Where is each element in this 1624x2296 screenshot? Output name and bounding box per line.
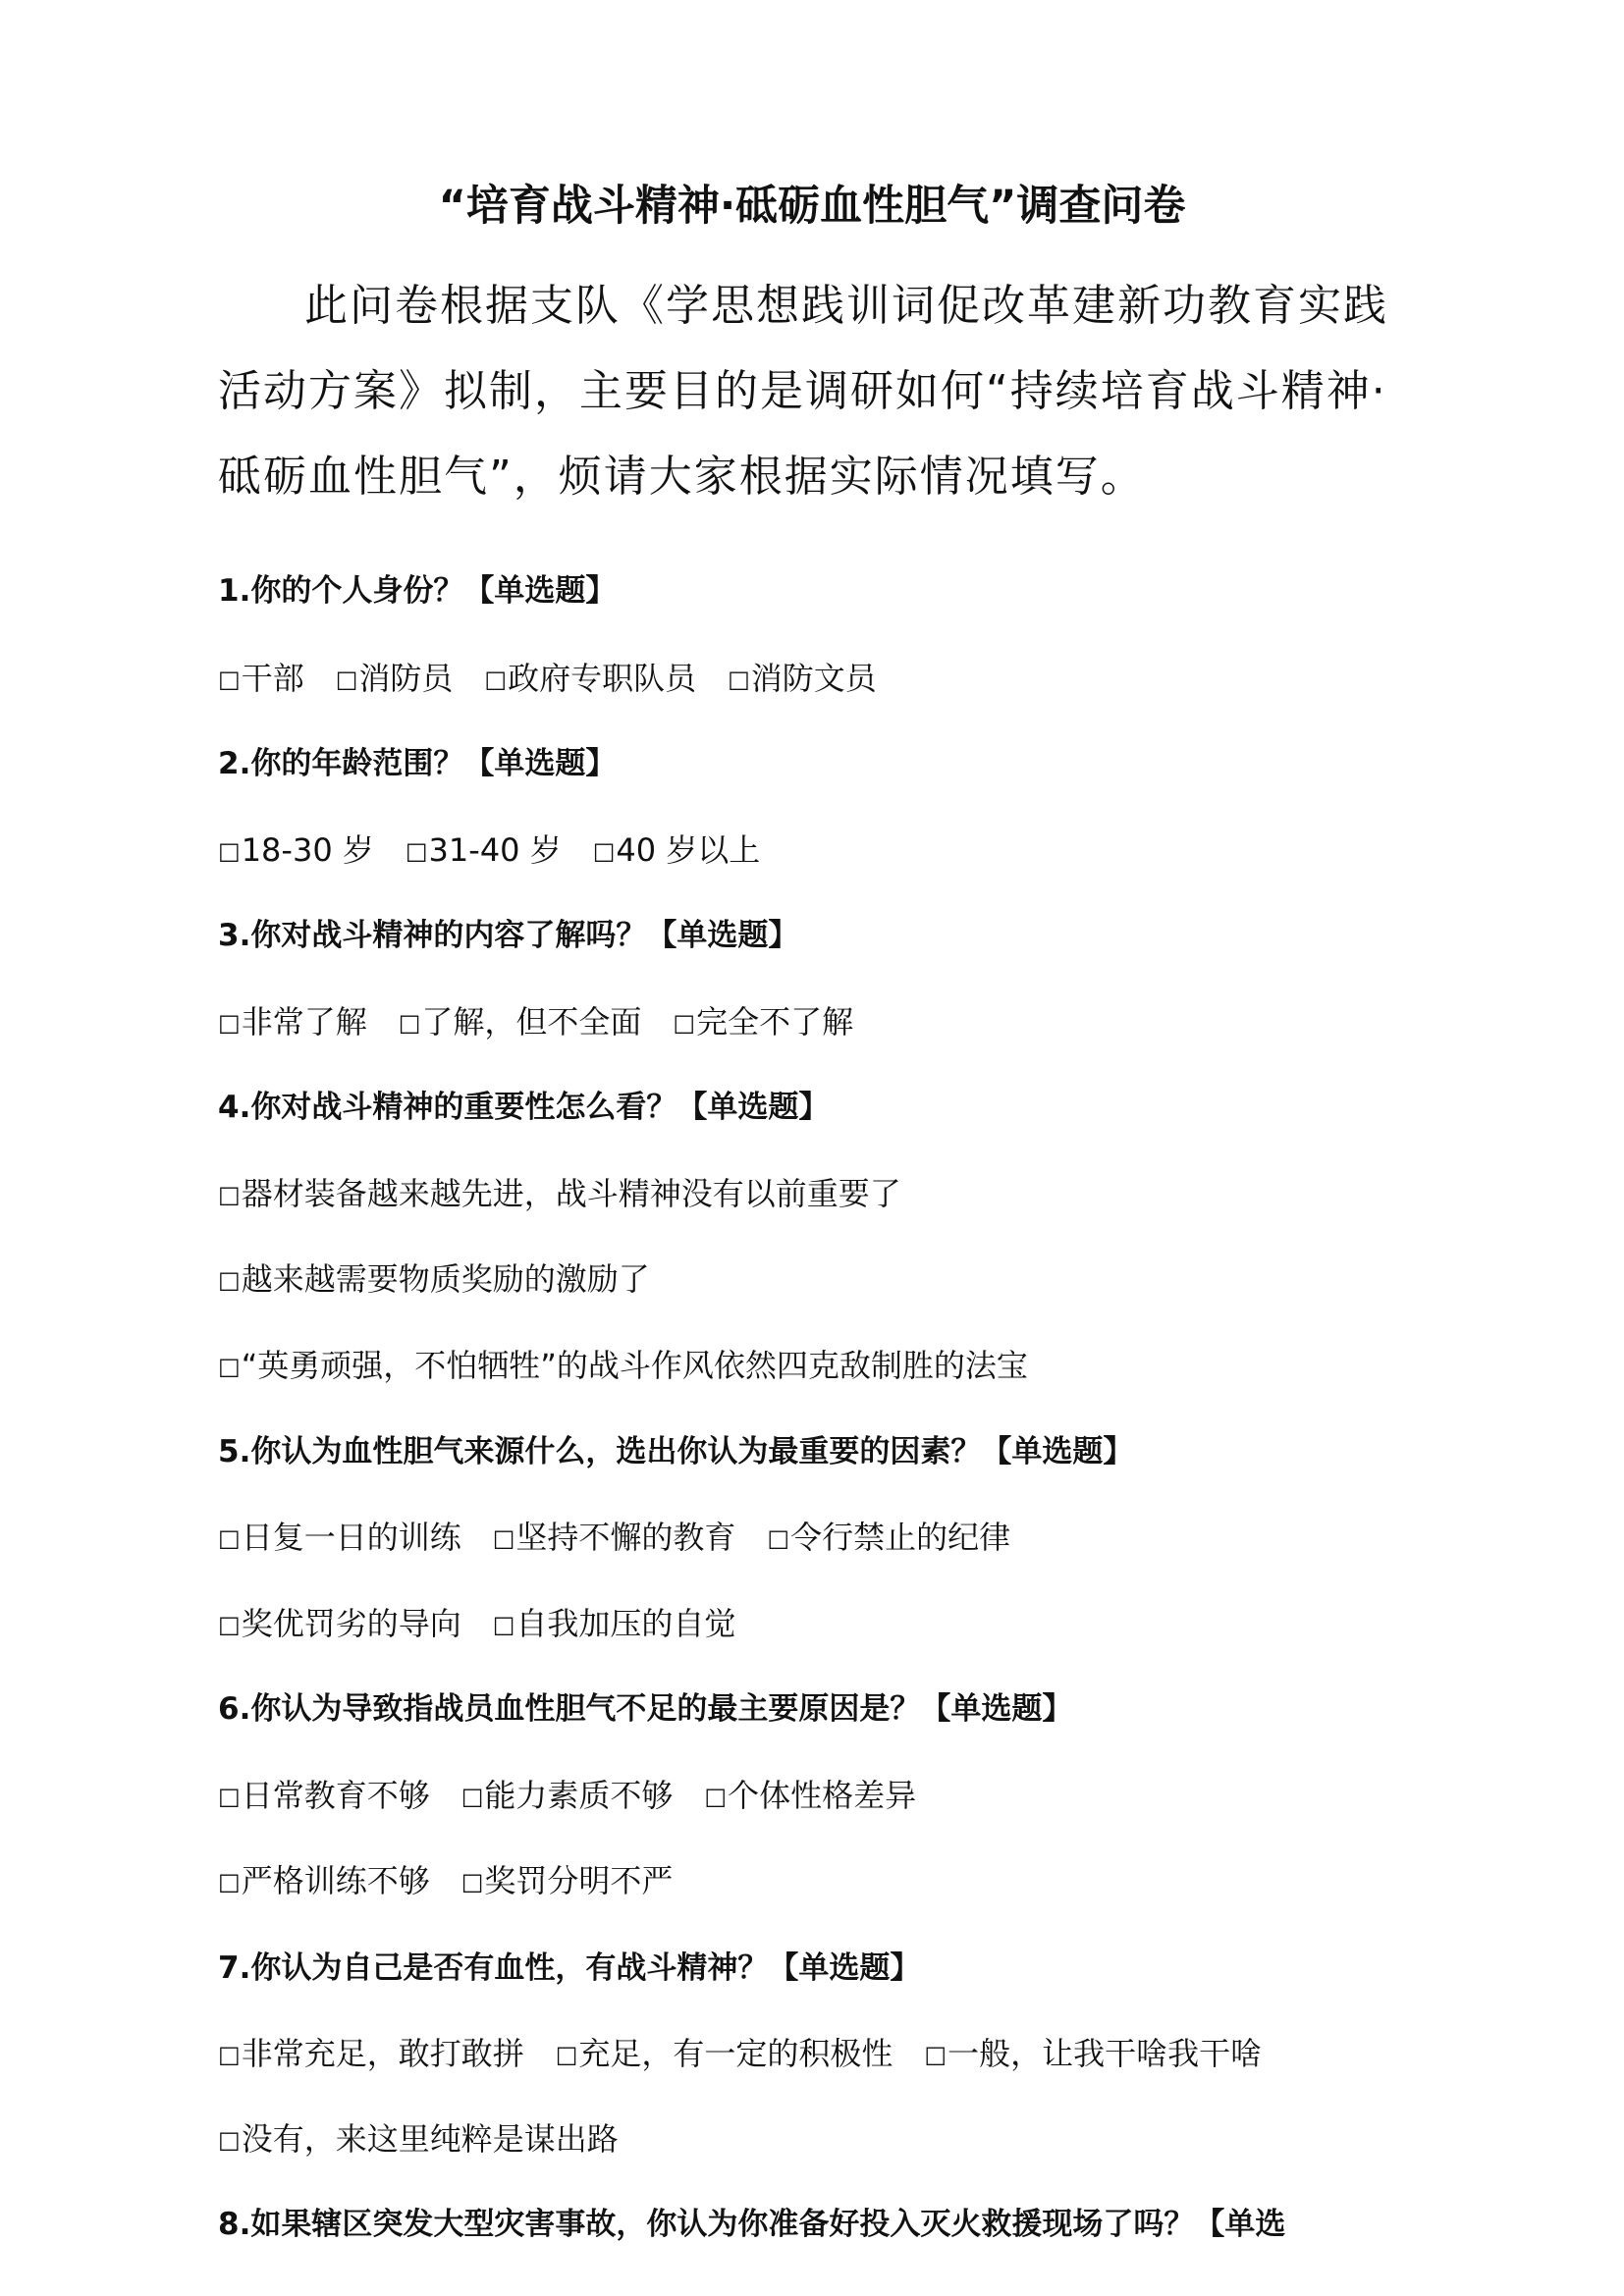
- checkbox-icon[interactable]: □: [704, 1783, 728, 1810]
- option-row: [218, 1604, 1435, 1644]
- option-row: [218, 2119, 1435, 2160]
- checkbox-icon[interactable]: □: [492, 1524, 515, 1552]
- option-row: [218, 1776, 1435, 1816]
- option-item[interactable]: [218, 1604, 461, 1644]
- checkbox-icon[interactable]: □: [335, 666, 358, 693]
- option-item[interactable]: [218, 659, 304, 699]
- option-label: 奖优罚劣的导向: [241, 1605, 461, 1642]
- option-item[interactable]: [493, 1518, 736, 1558]
- option-label: 令行禁止的纪律: [790, 1519, 1011, 1556]
- checkbox-icon[interactable]: □: [924, 2041, 947, 2068]
- option-label: 一般，让我干啥我干啥: [947, 2035, 1263, 2072]
- option-item[interactable]: [556, 2034, 893, 2074]
- option-label: 没有，来这里纯粹是谋出路: [241, 2120, 619, 2158]
- option-item[interactable]: [218, 1174, 901, 1214]
- option-label: 坚持不懈的教育: [515, 1519, 736, 1556]
- option-item[interactable]: [673, 1002, 853, 1042]
- checkbox-icon[interactable]: □: [398, 1009, 421, 1037]
- option-label: 18-30 岁: [241, 831, 374, 869]
- question-title: 3.你对战斗精神的内容了解吗？【单选题】: [218, 918, 799, 953]
- option-label: 能力素质不够: [484, 1777, 674, 1814]
- option-label: 非常了解: [241, 1003, 367, 1041]
- option-row: [218, 1259, 1435, 1300]
- checkbox-icon[interactable]: □: [673, 1009, 696, 1037]
- checkbox-icon[interactable]: □: [218, 1524, 241, 1552]
- checkbox-icon[interactable]: □: [218, 1353, 241, 1380]
- question-title: 2.你的年龄范围？【单选题】: [218, 746, 617, 781]
- checkbox-icon[interactable]: □: [218, 1181, 241, 1208]
- checkbox-icon[interactable]: □: [218, 2041, 241, 2068]
- option-label: 日常教育不够: [241, 1777, 430, 1814]
- option-label: 越来越需要物质奖励的激励了: [241, 1260, 650, 1298]
- option-item[interactable]: [406, 830, 562, 871]
- option-label: 器材装备越来越先进，战斗精神没有以前重要了: [241, 1175, 901, 1212]
- checkbox-icon[interactable]: □: [218, 1868, 241, 1896]
- option-label: 奖罚分明不严: [484, 1862, 674, 1899]
- option-row: [218, 1002, 1435, 1042]
- option-label: 干部: [241, 660, 304, 697]
- option-item[interactable]: [593, 830, 761, 871]
- checkbox-icon[interactable]: □: [218, 1266, 241, 1294]
- option-label: 完全不了解: [696, 1003, 854, 1041]
- option-item[interactable]: [218, 830, 374, 871]
- option-row: [218, 1174, 1435, 1214]
- option-item[interactable]: [336, 659, 454, 699]
- checkbox-icon[interactable]: □: [460, 1868, 484, 1896]
- option-item[interactable]: [218, 1002, 367, 1042]
- option-row: [218, 1518, 1435, 1558]
- intro-paragraph: 此问卷根据支队《学思想践训词促改革建新功教育实践活动方案》拟制，主要目的是调研如何“持续培育战斗精神·砥砺血性胆气”，烦请大家根据实际情况填写。: [218, 281, 1388, 502]
- option-item[interactable]: [924, 2034, 1262, 2074]
- option-label: 政府专职队员: [508, 660, 697, 697]
- checkbox-icon[interactable]: □: [767, 1524, 790, 1552]
- option-item[interactable]: [704, 1776, 916, 1816]
- option-label: 消防文员: [750, 660, 877, 697]
- checkbox-icon[interactable]: □: [218, 666, 241, 693]
- option-label: 了解，但不全面: [421, 1003, 642, 1041]
- checkbox-icon[interactable]: □: [218, 1783, 241, 1810]
- checkbox-icon[interactable]: □: [218, 1009, 241, 1037]
- option-label: 非常充足，敢打敢拼: [241, 2035, 524, 2072]
- option-item[interactable]: [728, 659, 877, 699]
- question-title: 4.你对战斗精神的重要性怎么看？【单选题】: [218, 1090, 830, 1125]
- option-row: [218, 1346, 1435, 1386]
- checkbox-icon[interactable]: □: [218, 1611, 241, 1638]
- option-label: 消防员: [358, 660, 454, 697]
- option-label: 日复一日的训练: [241, 1519, 461, 1556]
- option-row: [218, 2034, 1435, 2074]
- option-row: [218, 1861, 1435, 1901]
- question-title: 7.你认为自己是否有血性，有战斗精神？【单选题】: [218, 1950, 921, 1986]
- option-item[interactable]: [218, 1346, 1028, 1386]
- question-title: 1.你的个人身份？【单选题】: [218, 573, 617, 609]
- question-title: 8.如果辖区突发大型灾害事故，你认为你准备好投入灭火救援现场了吗？【单选: [218, 2207, 1286, 2242]
- checkbox-icon[interactable]: □: [405, 837, 428, 865]
- option-label: 充足，有一定的积极性: [578, 2035, 893, 2072]
- option-item[interactable]: [218, 2119, 619, 2160]
- option-item[interactable]: [218, 1259, 650, 1300]
- option-item[interactable]: [399, 1002, 642, 1042]
- option-label: “英勇顽强，不怕牺牲”的战斗作风依然四克敌制胜的法宝: [241, 1347, 1028, 1384]
- checkbox-icon[interactable]: □: [592, 837, 616, 865]
- option-item[interactable]: [461, 1776, 674, 1816]
- checkbox-icon[interactable]: □: [218, 837, 241, 865]
- option-item[interactable]: [218, 2034, 524, 2074]
- option-label: 严格训练不够: [241, 1862, 430, 1899]
- page-title: “培育战斗精神·砥砺血性胆气”调查问卷: [438, 182, 1186, 231]
- option-label: 31-40 岁: [428, 831, 562, 869]
- option-item[interactable]: [218, 1861, 430, 1901]
- checkbox-icon[interactable]: □: [218, 2126, 241, 2154]
- option-item[interactable]: [484, 659, 696, 699]
- checkbox-icon[interactable]: □: [728, 666, 750, 693]
- question-title: 6.你认为导致指战员血性胆气不足的最主要原因是？【单选题】: [218, 1691, 1073, 1727]
- option-row: [218, 659, 1435, 699]
- checkbox-icon[interactable]: □: [555, 2041, 578, 2068]
- checkbox-icon[interactable]: □: [460, 1783, 484, 1810]
- option-row: [218, 830, 1435, 871]
- question-title: 5.你认为血性胆气来源什么，选出你认为最重要的因素？【单选题】: [218, 1434, 1134, 1469]
- option-label: 自我加压的自觉: [515, 1605, 736, 1642]
- option-item[interactable]: [461, 1861, 674, 1901]
- option-item[interactable]: [493, 1604, 736, 1644]
- option-item[interactable]: [767, 1518, 1010, 1558]
- checkbox-icon[interactable]: □: [492, 1611, 515, 1638]
- option-item[interactable]: [218, 1518, 461, 1558]
- checkbox-icon[interactable]: □: [484, 666, 508, 693]
- option-label: 个体性格差异: [728, 1777, 917, 1814]
- option-item[interactable]: [218, 1776, 430, 1816]
- option-label: 40 岁以上: [616, 831, 761, 869]
